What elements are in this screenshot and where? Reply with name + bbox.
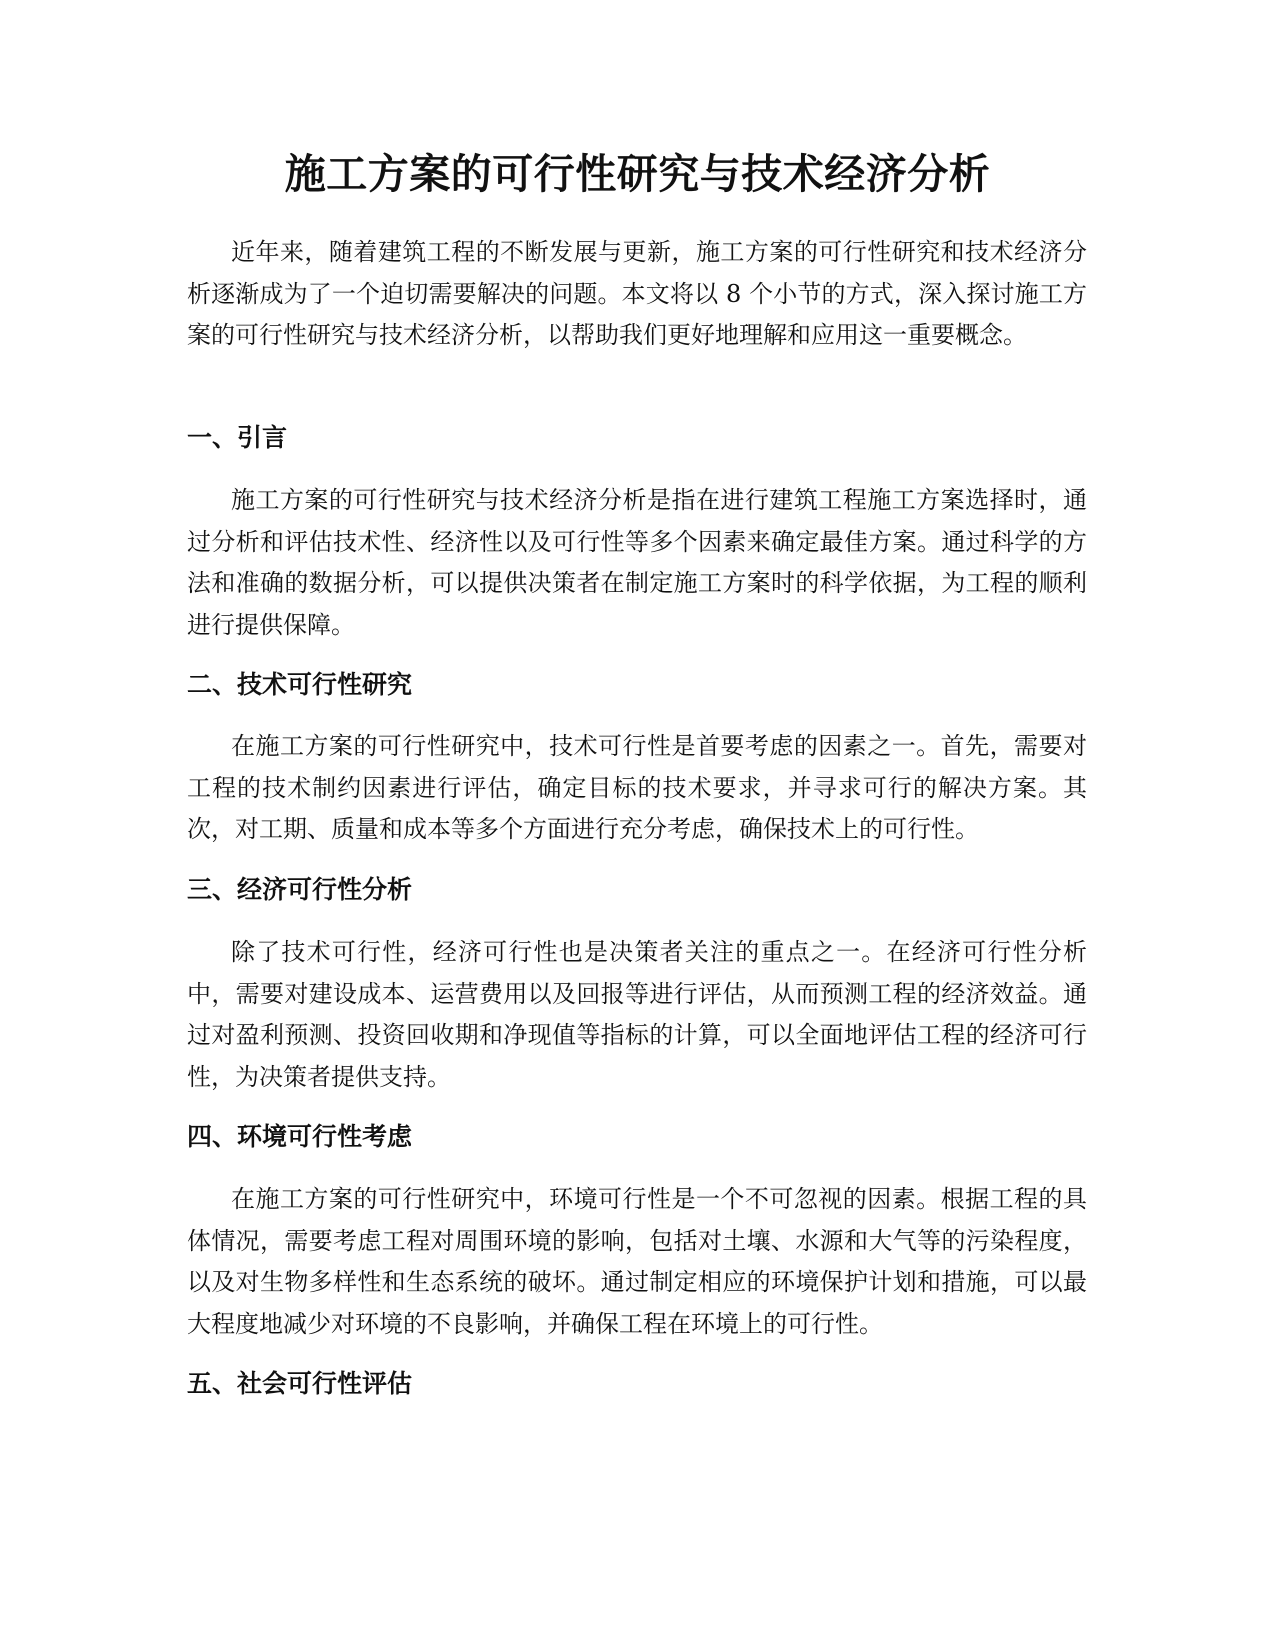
section-heading-environmental-feasibility: 四、环境可行性考虑 (187, 1122, 413, 1151)
section-body-economic-feasibility: 除了技术可行性，经济可行性也是决策者关注的重点之一。在经济可行性分析中，需要对建设成本、运营费用以及回报等进行评估，从而预测工程的经济效益。通过对盈利预测、投资回收期和净现值等指标的计算，可以全面地评估工程的经济可行性，为决策者提供支持。 (187, 938, 1087, 1091)
section-heading-social-feasibility: 五、社会可行性评估 (187, 1369, 413, 1398)
document-title: 施工方案的可行性研究与技术经济分析 (284, 150, 991, 198)
section-heading-economic-feasibility: 三、经济可行性分析 (187, 875, 413, 904)
section-body-environmental-feasibility: 在施工方案的可行性研究中，环境可行性是一个不可忽视的因素。根据工程的具体情况，需要考虑工程对周围环境的影响，包括对土壤、水源和大气等的污染程度，以及对生物多样性和生态系统的破坏。通过制定相应的环境保护计划和措施，可以最大程度地减少对环境的不良影响，并确保工程在环境上的可行性。 (187, 1185, 1087, 1338)
section-body-technical-feasibility: 在施工方案的可行性研究中，技术可行性是首要考虑的因素之一。首先，需要对工程的技术制约因素进行评估，确定目标的技术要求，并寻求可行的解决方案。其次，对工期、质量和成本等多个方面进行充分考虑，确保技术上的可行性。 (187, 732, 1087, 843)
intro-paragraph: 近年来，随着建筑工程的不断发展与更新，施工方案的可行性研究和技术经济分析逐渐成为了一个迫切需要解决的问题。本文将以 8 个小节的方式，深入探讨施工方案的可行性研究与技术经济分析，以帮助我们更好地理解和应用这一重要概念。 (187, 238, 1087, 349)
section-body-introduction: 施工方案的可行性研究与技术经济分析是指在进行建筑工程施工方案选择时，通过分析和评估技术性、经济性以及可行性等多个因素来确定最佳方案。通过科学的方法和准确的数据分析，可以提供决策者在制定施工方案时的科学依据，为工程的顺利进行提供保障。 (187, 486, 1087, 639)
section-heading-technical-feasibility: 二、技术可行性研究 (187, 670, 413, 699)
section-heading-introduction: 一、引言 (187, 423, 288, 452)
